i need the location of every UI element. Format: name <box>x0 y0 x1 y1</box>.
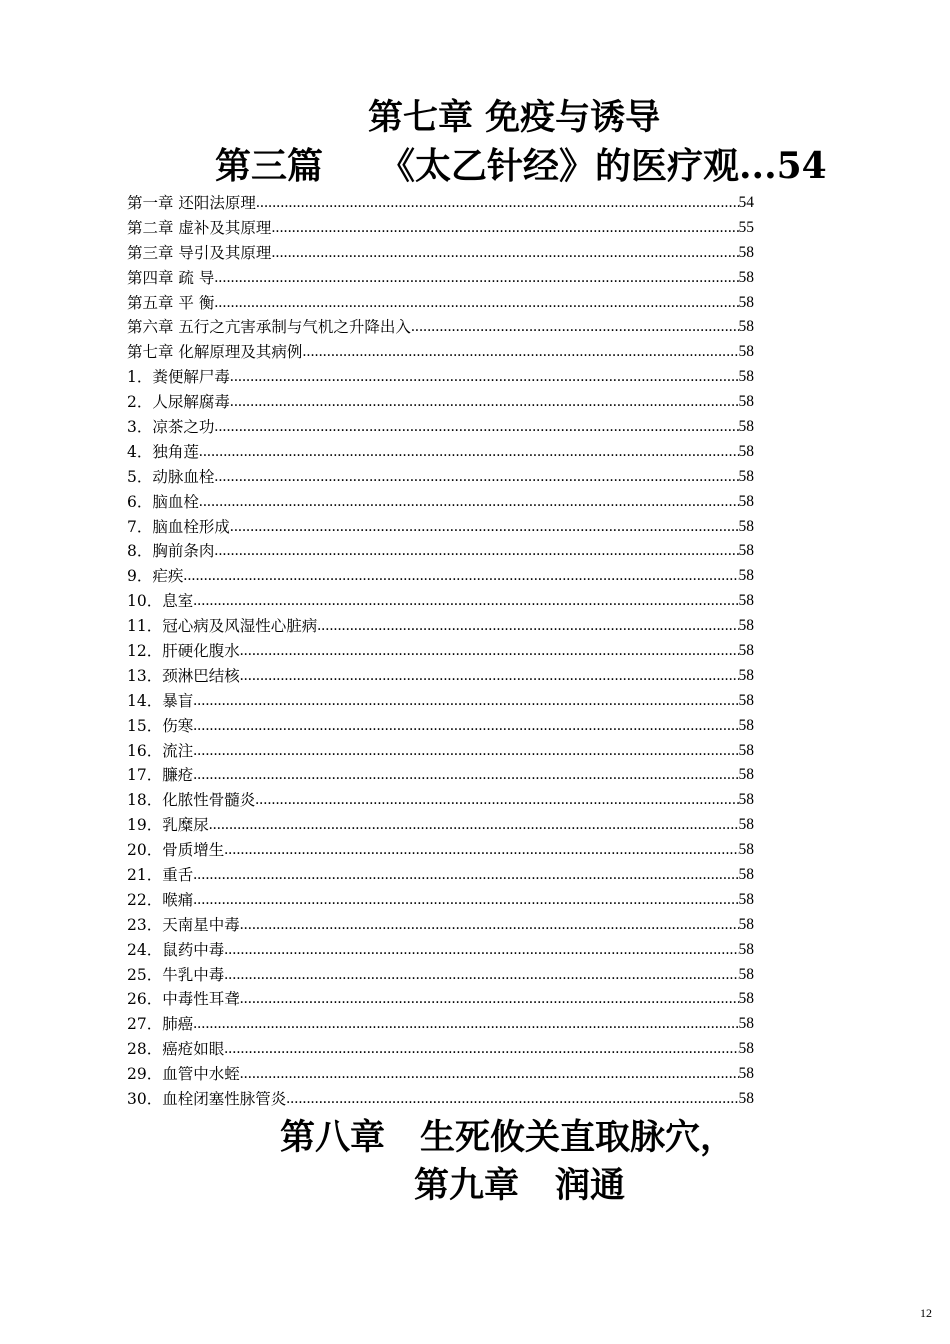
toc-entry-title: 第七章 化解原理及其病例 <box>127 343 303 362</box>
toc-entry[interactable] <box>127 191 754 216</box>
toc-leader-dots <box>214 291 738 316</box>
toc-entry-page: 58 <box>738 965 754 983</box>
chapter9-heading <box>414 1165 626 1206</box>
toc-leader-dots <box>193 689 738 714</box>
toc-entry[interactable] <box>127 689 754 714</box>
part3-book-title: 《太乙针经》的医疗观...54 <box>379 145 827 187</box>
toc-entry-title: 17．臁疮 <box>127 766 194 785</box>
toc-entry-page: 58 <box>738 716 754 734</box>
page-number: 12 <box>920 1306 932 1320</box>
toc-entry-title: 8．胸前条肉 <box>127 542 215 561</box>
toc-entry-title: 15．伤寒 <box>127 716 194 735</box>
toc-leader-dots <box>224 963 738 988</box>
toc-entry-title: 22．喉痛 <box>127 890 194 909</box>
toc-entry[interactable] <box>127 763 754 788</box>
toc-entry-page: 58 <box>738 841 754 859</box>
toc-entry-page: 58 <box>738 691 754 709</box>
toc-leader-dots <box>255 788 738 813</box>
toc-entry[interactable] <box>127 863 754 888</box>
toc-leader-dots <box>199 490 739 515</box>
toc-leader-dots <box>193 1012 738 1037</box>
toc-entry-page: 58 <box>738 318 754 336</box>
toc-leader-dots <box>193 888 738 913</box>
toc-entry-page: 58 <box>738 1065 754 1083</box>
toc-entry[interactable] <box>127 739 754 764</box>
toc-entry-page: 54 <box>738 193 754 211</box>
toc-entry[interactable] <box>127 465 754 490</box>
toc-entry-title: 28．癌疮如眼 <box>127 1040 225 1059</box>
toc-entry-page: 58 <box>738 1090 754 1108</box>
toc-entry[interactable] <box>127 415 754 440</box>
toc-entry-title: 11．冠心病及风湿性心脏病 <box>127 617 318 636</box>
toc-entry-title: 第五章 平 衡 <box>127 293 215 312</box>
toc-entry-title: 19．乳糜尿 <box>127 816 209 835</box>
toc-leader-dots <box>256 191 739 216</box>
toc-entry[interactable] <box>127 1062 754 1087</box>
toc-entry-title: 第一章 还阳法原理 <box>127 193 256 212</box>
toc-entry[interactable] <box>127 913 754 938</box>
toc-entry-page: 58 <box>738 542 754 560</box>
toc-leader-dots <box>240 639 739 664</box>
chapter8-heading: 第八章 生死攸关直取脉穴， <box>280 1117 736 1158</box>
toc-entry[interactable] <box>127 490 754 515</box>
toc-leader-dots <box>286 1087 738 1112</box>
toc-entry-page: 58 <box>738 890 754 908</box>
toc-entry-page: 58 <box>738 915 754 933</box>
toc-entry-title: 25．牛乳中毒 <box>127 965 225 984</box>
toc-leader-dots <box>193 863 738 888</box>
toc-leader-dots <box>230 390 739 415</box>
toc-entry[interactable] <box>127 216 754 241</box>
toc-entry[interactable] <box>127 1012 754 1037</box>
toc-entry-title: 24．鼠药中毒 <box>127 940 225 959</box>
toc-entry[interactable] <box>127 838 754 863</box>
toc-leader-dots <box>214 539 738 564</box>
toc-entry-page: 58 <box>738 268 754 286</box>
toc-leader-dots <box>193 739 738 764</box>
toc-leader-dots <box>271 216 738 241</box>
toc-entry-title: 第六章 五行之亢害承制与气机之升降出入 <box>127 318 411 337</box>
toc-entry-page: 58 <box>738 567 754 585</box>
toc-entry-title: 第三章 导引及其原理 <box>127 243 272 262</box>
toc-entry-page: 58 <box>738 766 754 784</box>
toc-entry-title: 6．脑血栓 <box>127 492 199 511</box>
toc-entry-page: 58 <box>738 592 754 610</box>
toc-entry[interactable] <box>127 614 754 639</box>
toc-entry[interactable] <box>127 365 754 390</box>
chapter7-heading: 第七章 免疫与诱导 <box>368 97 661 138</box>
toc-entry-title: 第二章 虚补及其原理 <box>127 218 272 237</box>
toc-entry-page: 58 <box>738 791 754 809</box>
toc-leader-dots <box>224 1037 738 1062</box>
chapter9-title: 润通 <box>555 1165 626 1206</box>
toc-entry[interactable] <box>127 340 754 365</box>
toc-leader-dots <box>224 838 738 863</box>
toc-entry-title: 2．人尿解腐毒 <box>127 393 230 412</box>
toc-entry[interactable] <box>127 564 754 589</box>
toc-leader-dots <box>209 813 739 838</box>
toc-leader-dots <box>230 515 739 540</box>
chapter9-label: 第九章 <box>414 1165 520 1206</box>
toc-entry-page: 58 <box>738 816 754 834</box>
toc-entry-title: 第四章 疏 导 <box>127 268 215 287</box>
toc-entry-page: 58 <box>738 666 754 684</box>
toc-entry[interactable] <box>127 664 754 689</box>
toc-entry-page: 58 <box>738 617 754 635</box>
toc-entry[interactable] <box>127 813 754 838</box>
toc-entry-title: 14．暴盲 <box>127 691 194 710</box>
toc-entry-title: 12．肝硬化腹水 <box>127 642 240 661</box>
toc-leader-dots <box>199 440 739 465</box>
toc-entry-page: 58 <box>738 243 754 261</box>
toc-entry-page: 58 <box>738 368 754 386</box>
toc-entry[interactable] <box>127 963 754 988</box>
toc-entry-page: 58 <box>738 642 754 660</box>
toc-entry[interactable] <box>127 315 754 340</box>
toc-entry-page: 58 <box>738 418 754 435</box>
toc-leader-dots <box>214 266 738 291</box>
toc-entry[interactable] <box>127 589 754 614</box>
toc-entry[interactable] <box>127 515 754 540</box>
toc-entry-title: 29．血管中水蛭 <box>127 1065 240 1084</box>
toc-entry-title: 1．粪便解尸毒 <box>127 368 230 387</box>
toc-entry-page: 58 <box>738 442 754 460</box>
part3-label: 第三篇 <box>215 145 324 187</box>
toc-entry[interactable] <box>127 266 754 291</box>
toc-entry-title: 30．血栓闭塞性脉管炎 <box>127 1090 287 1109</box>
toc-entry[interactable] <box>127 788 754 813</box>
toc-entry-page: 58 <box>738 293 754 311</box>
toc-leader-dots <box>240 913 739 938</box>
toc-entry-title: 4．独角莲 <box>127 442 199 461</box>
toc-entry-title: 9．疟疾 <box>127 567 184 586</box>
toc-leader-dots <box>193 589 738 614</box>
toc-leader-dots <box>240 987 739 1012</box>
toc-entry-page: 58 <box>738 990 754 1008</box>
toc-entry[interactable] <box>127 241 754 266</box>
toc-entry-title: 16．流注 <box>127 741 194 760</box>
toc-entry[interactable] <box>127 938 754 963</box>
toc-leader-dots <box>214 415 738 440</box>
toc-entry-title: 20．骨质增生 <box>127 841 225 860</box>
toc-entry[interactable] <box>127 539 754 564</box>
toc-leader-dots <box>193 763 738 788</box>
toc-leader-dots <box>411 315 739 340</box>
toc-entry-title: 7．脑血栓形成 <box>127 517 230 536</box>
toc-entry-title: 21．重舌 <box>127 866 194 885</box>
toc-entry-page: 58 <box>738 1015 754 1033</box>
toc-entry-page: 58 <box>738 1040 754 1058</box>
table-of-contents <box>127 191 754 1112</box>
toc-leader-dots <box>183 564 738 589</box>
part3-heading <box>215 145 827 187</box>
toc-leader-dots <box>271 241 738 266</box>
toc-entry[interactable] <box>127 714 754 739</box>
toc-leader-dots <box>193 714 738 739</box>
toc-entry[interactable] <box>127 1087 754 1112</box>
toc-entry[interactable] <box>127 1037 754 1062</box>
toc-entry-page: 58 <box>738 866 754 884</box>
toc-entry-page: 55 <box>738 218 754 236</box>
toc-entry-page: 58 <box>738 940 754 958</box>
toc-entry-page: 58 <box>738 492 754 510</box>
toc-entry-title: 27．肺癌 <box>127 1015 194 1034</box>
toc-entry[interactable] <box>127 291 754 316</box>
toc-leader-dots <box>240 1062 739 1087</box>
toc-entry-page: 58 <box>738 343 754 361</box>
toc-entry-page: 58 <box>738 517 754 535</box>
toc-leader-dots <box>302 340 738 365</box>
toc-leader-dots <box>214 465 738 490</box>
toc-entry-page: 58 <box>738 393 754 411</box>
toc-leader-dots <box>240 664 739 689</box>
toc-entry-title: 3．凉茶之功 <box>127 418 215 436</box>
toc-entry[interactable] <box>127 639 754 664</box>
toc-entry[interactable] <box>127 390 754 415</box>
toc-leader-dots <box>230 365 739 390</box>
toc-leader-dots <box>224 938 738 963</box>
toc-entry-page: 58 <box>738 467 754 485</box>
toc-entry-title: 26．中毒性耳聋 <box>127 990 240 1009</box>
toc-entry-title: 13．颈淋巴结核 <box>127 666 240 685</box>
toc-entry-title: 18．化脓性骨髓炎 <box>127 791 256 810</box>
toc-entry-title: 5．动脉血栓 <box>127 467 215 486</box>
toc-entry-title: 10．息室 <box>127 592 194 611</box>
toc-entry[interactable] <box>127 888 754 913</box>
toc-entry-page: 58 <box>738 741 754 759</box>
toc-leader-dots <box>317 614 738 639</box>
toc-entry-title: 23．天南星中毒 <box>127 915 240 934</box>
toc-entry[interactable] <box>127 988 754 1013</box>
toc-entry[interactable] <box>127 440 754 465</box>
